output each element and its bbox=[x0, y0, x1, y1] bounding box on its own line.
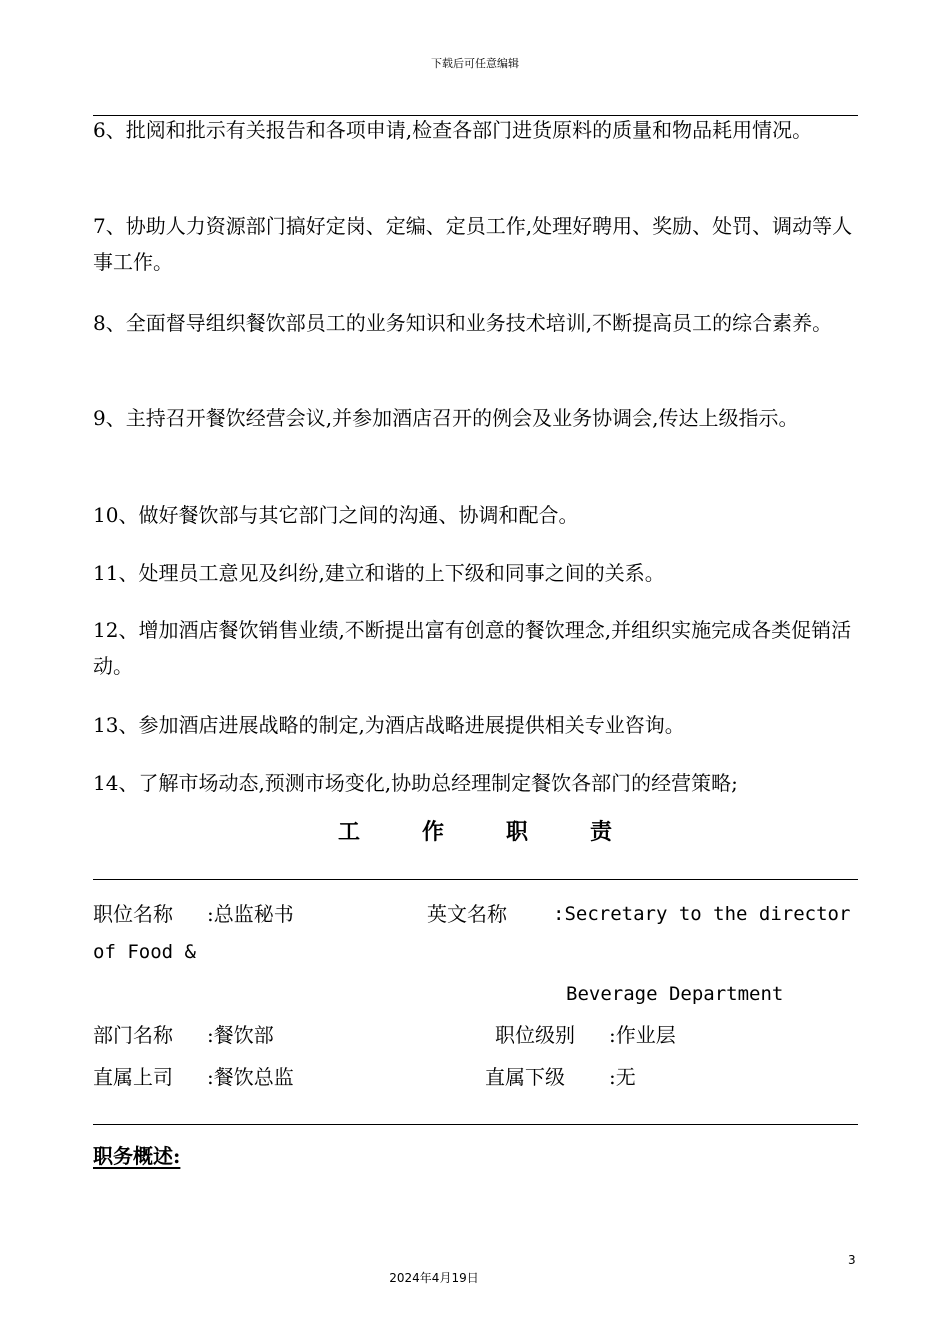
section-title bbox=[0, 815, 950, 846]
duty-item-8: 8、全面督导组织餐饮部员工的业务知识和业务技术培训,不断提高员工的综合素养。 bbox=[93, 311, 833, 335]
english-name-line3: Beverage Department bbox=[566, 983, 784, 1005]
duty-item-6: 6、批阅和批示有关报告和各项申请,检查各部门进货原料的质量和物品耗用情况。 bbox=[93, 118, 813, 142]
duty-item-11: 11、处理员工意见及纠纷,建立和谐的上下级和同事之间的关系。 bbox=[93, 561, 665, 585]
info-bottom-divider bbox=[93, 1124, 858, 1125]
position-label: 职位名称 bbox=[93, 902, 173, 926]
duty-item-13: 13、参加酒店进展战略的制定,为酒店战略进展提供相关专业咨询。 bbox=[93, 713, 685, 737]
duty-overview-heading: 职务概述: bbox=[93, 1144, 181, 1168]
english-name-value: :Secretary to the director bbox=[553, 903, 851, 925]
page-number: 3 bbox=[848, 1253, 856, 1267]
position-level-value: :作业层 bbox=[609, 1023, 676, 1047]
duty-item-10: 10、做好餐饮部与其它部门之间的沟通、协调和配合。 bbox=[93, 503, 579, 527]
section-title-char: 工 bbox=[337, 819, 360, 845]
subordinate-value: :无 bbox=[609, 1065, 636, 1089]
page-header-note: 下载后可任意编辑 bbox=[431, 57, 519, 70]
section-title-char: 责 bbox=[590, 819, 613, 845]
english-name-label: 英文名称 bbox=[427, 902, 507, 926]
superior-label: 直属上司 bbox=[93, 1065, 173, 1089]
duty-item-12: 12、增加酒店餐饮销售业绩,不断提出富有创意的餐饮理念,并组织实施完成各类促销活动。 bbox=[93, 618, 852, 678]
duty-item-14: 14、了解市场动态,预测市场变化,协助总经理制定餐饮各部门的经营策略; bbox=[93, 771, 738, 795]
section-title-char: 作 bbox=[421, 819, 444, 845]
info-top-divider bbox=[93, 879, 858, 880]
english-name-line2: of Food & bbox=[93, 941, 196, 963]
subordinate-label: 直属下级 bbox=[485, 1065, 565, 1089]
footer-date: 2024年4月19日 bbox=[389, 1271, 479, 1285]
duty-item-9: 9、主持召开餐饮经营会议,并参加酒店召开的例会及业务协调会,传达上级指示。 bbox=[93, 406, 799, 430]
position-value: :总监秘书 bbox=[207, 902, 294, 926]
department-value: :餐饮部 bbox=[207, 1023, 274, 1047]
superior-value: :餐饮总监 bbox=[207, 1065, 294, 1089]
position-level-label: 职位级别 bbox=[495, 1023, 575, 1047]
section-title-char: 职 bbox=[506, 819, 529, 845]
duty-item-7: 7、协助人力资源部门搞好定岗、定编、定员工作,处理好聘用、奖励、处罚、调动等人事工作。 bbox=[93, 214, 853, 274]
department-label: 部门名称 bbox=[93, 1023, 173, 1047]
